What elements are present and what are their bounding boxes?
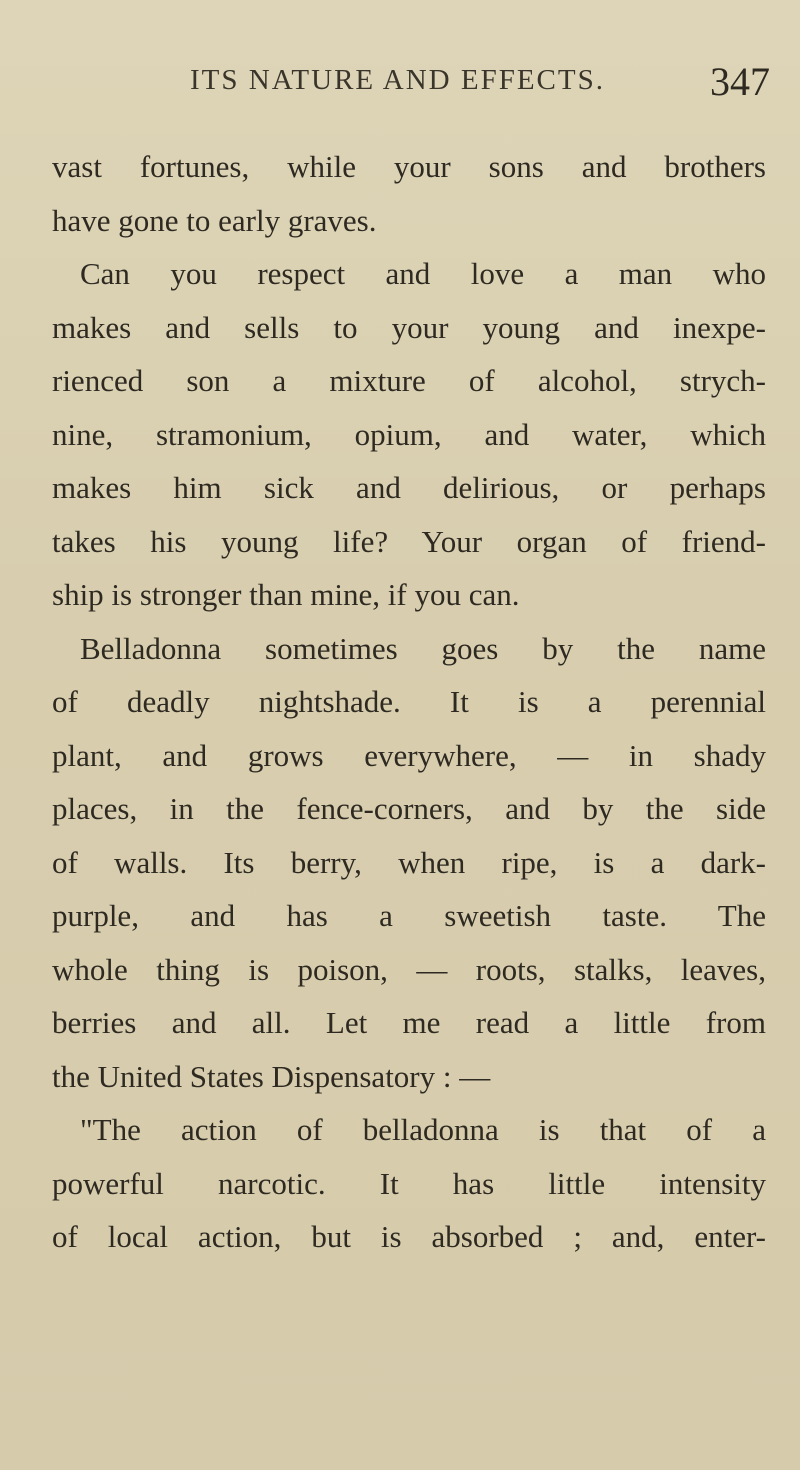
text-line: powerful narcotic. It has little intensity [52,1165,766,1201]
text-line: vast fortunes, while your sons and brothers [52,149,766,184]
text-line: makes him sick and delirious, or perhaps [52,470,766,505]
text-line: "The action of belladonna is that of a [80,1112,766,1147]
text-line: Belladonna sometimes goes by the name [80,630,766,666]
page-number: 347 [710,59,770,104]
text-line: whole thing is poison, — roots, stalks, leaves, [52,951,766,987]
text-line: places, in the fence-corners, and by the side [52,791,766,826]
text-line: nine, stramonium, opium, and water, which [52,416,766,452]
text-line: makes and sells to your young and inexpe- [52,309,766,345]
text-line: of local action, but is absorbed ; and, enter- [52,1219,766,1254]
body-text [52,140,766,1264]
text-line: takes his young life? Your organ of friend- [52,523,766,559]
text-line: plant, and grows everywhere, — in shady [52,737,766,773]
running-head [50,56,770,106]
text-line: ship is stronger than mine, if you can. [52,577,520,612]
running-title: ITS NATURE AND EFFECTS. [190,64,605,96]
text-line: berries and all. Let me read a little from [52,1005,766,1040]
text-line: of walls. Its berry, when ripe, is a dark- [52,844,766,880]
text-line: Can you respect and love a man who [80,256,766,291]
text-line: rienced son a mixture of alcohol, strych- [52,363,766,398]
text-line: of deadly nightshade. It is a perennial [52,684,766,719]
text-line: purple, and has a sweetish taste. The [52,898,766,933]
text-line: have gone to early graves. [52,202,377,238]
text-line: the United States Dispensatory : — [52,1058,491,1094]
